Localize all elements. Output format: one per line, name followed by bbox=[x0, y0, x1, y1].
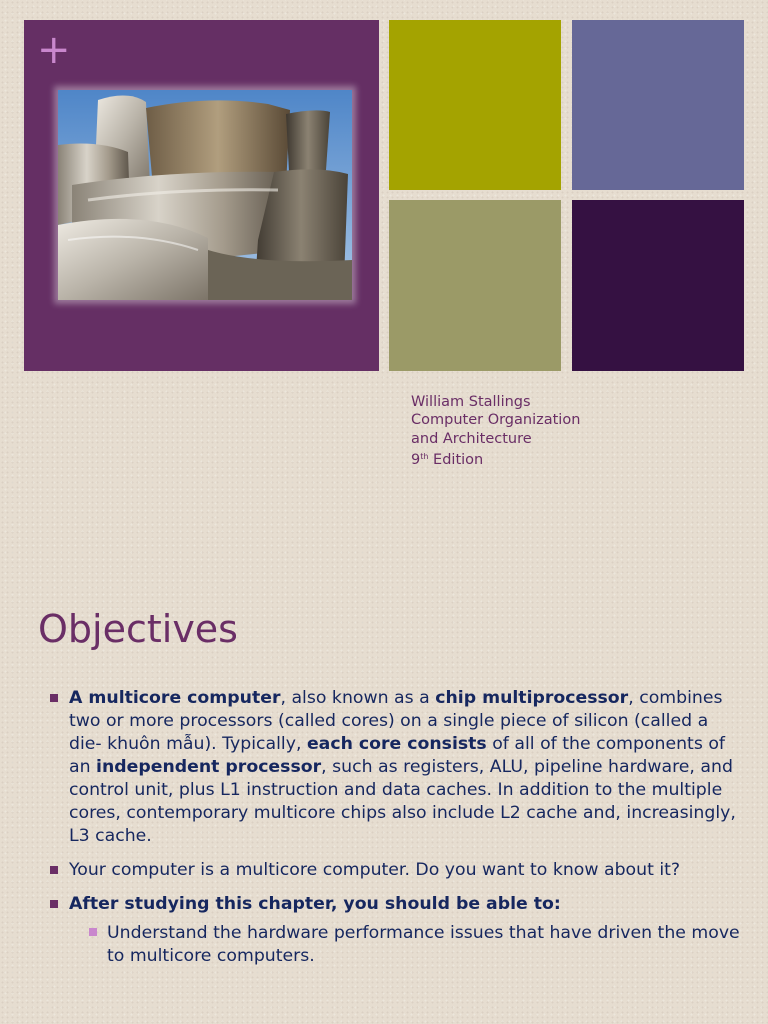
sub-bullet-hardware-performance bbox=[69, 922, 740, 968]
bullet-square-icon bbox=[50, 866, 58, 874]
bullet-text: , also known as a bbox=[280, 688, 436, 708]
citation-title-line2: and Architecture bbox=[411, 430, 532, 447]
objectives-list bbox=[50, 687, 740, 979]
decor-tile-blue bbox=[572, 20, 744, 190]
bullet-text: After studying this chapter, you should be able to: bbox=[69, 894, 561, 914]
sub-bullet-square-icon bbox=[89, 928, 97, 936]
decor-tile-sage bbox=[389, 200, 561, 371]
plus-icon: + bbox=[37, 27, 71, 73]
bullet-after-studying bbox=[50, 893, 740, 968]
decor-tile-olive bbox=[389, 20, 561, 190]
bullet-text: of all of the components of an bbox=[69, 734, 725, 777]
term-each-core: each core consists bbox=[306, 734, 487, 754]
edition-word: Edition bbox=[428, 451, 484, 468]
edition-number: 9 bbox=[411, 451, 421, 468]
bullet-text: , combines two or more processors (called cores) on a single piece of silicon (called a die- khuôn mẫu). Typically, bbox=[69, 688, 723, 754]
bullet-text: Your computer is a multicore computer. Do you want to know about it? bbox=[69, 860, 681, 880]
term-chip-multiprocessor: chip multiprocessor bbox=[435, 688, 629, 708]
bullet-square-icon bbox=[50, 900, 58, 908]
book-citation bbox=[411, 393, 580, 469]
bullet-square-icon bbox=[50, 694, 58, 702]
term-independent-processor: independent processor bbox=[96, 757, 322, 777]
bullet-your-computer bbox=[50, 859, 740, 882]
edition-suffix: th bbox=[420, 451, 429, 461]
citation-edition bbox=[411, 448, 580, 469]
slide-heading: Objectives bbox=[38, 607, 238, 651]
decor-tile-plum bbox=[572, 200, 744, 371]
sub-bullet-text: Understand the hardware performance issues that have driven the move to multicore computers. bbox=[107, 923, 740, 966]
term-multicore-computer: A multicore computer bbox=[69, 688, 281, 708]
citation-title-line1: Computer Organization bbox=[411, 412, 581, 429]
bullet-multicore-definition bbox=[50, 687, 740, 848]
bullet-text: , such as registers, ALU, pipeline hardware, and control unit, plus L1 instruction and data caches. In addition to the multiple cores, contemporary multicore chips also include L2 cache and, increasingly, L3 cache. bbox=[69, 757, 736, 846]
building-photo bbox=[58, 90, 352, 300]
citation-author: William Stallings bbox=[411, 394, 531, 410]
